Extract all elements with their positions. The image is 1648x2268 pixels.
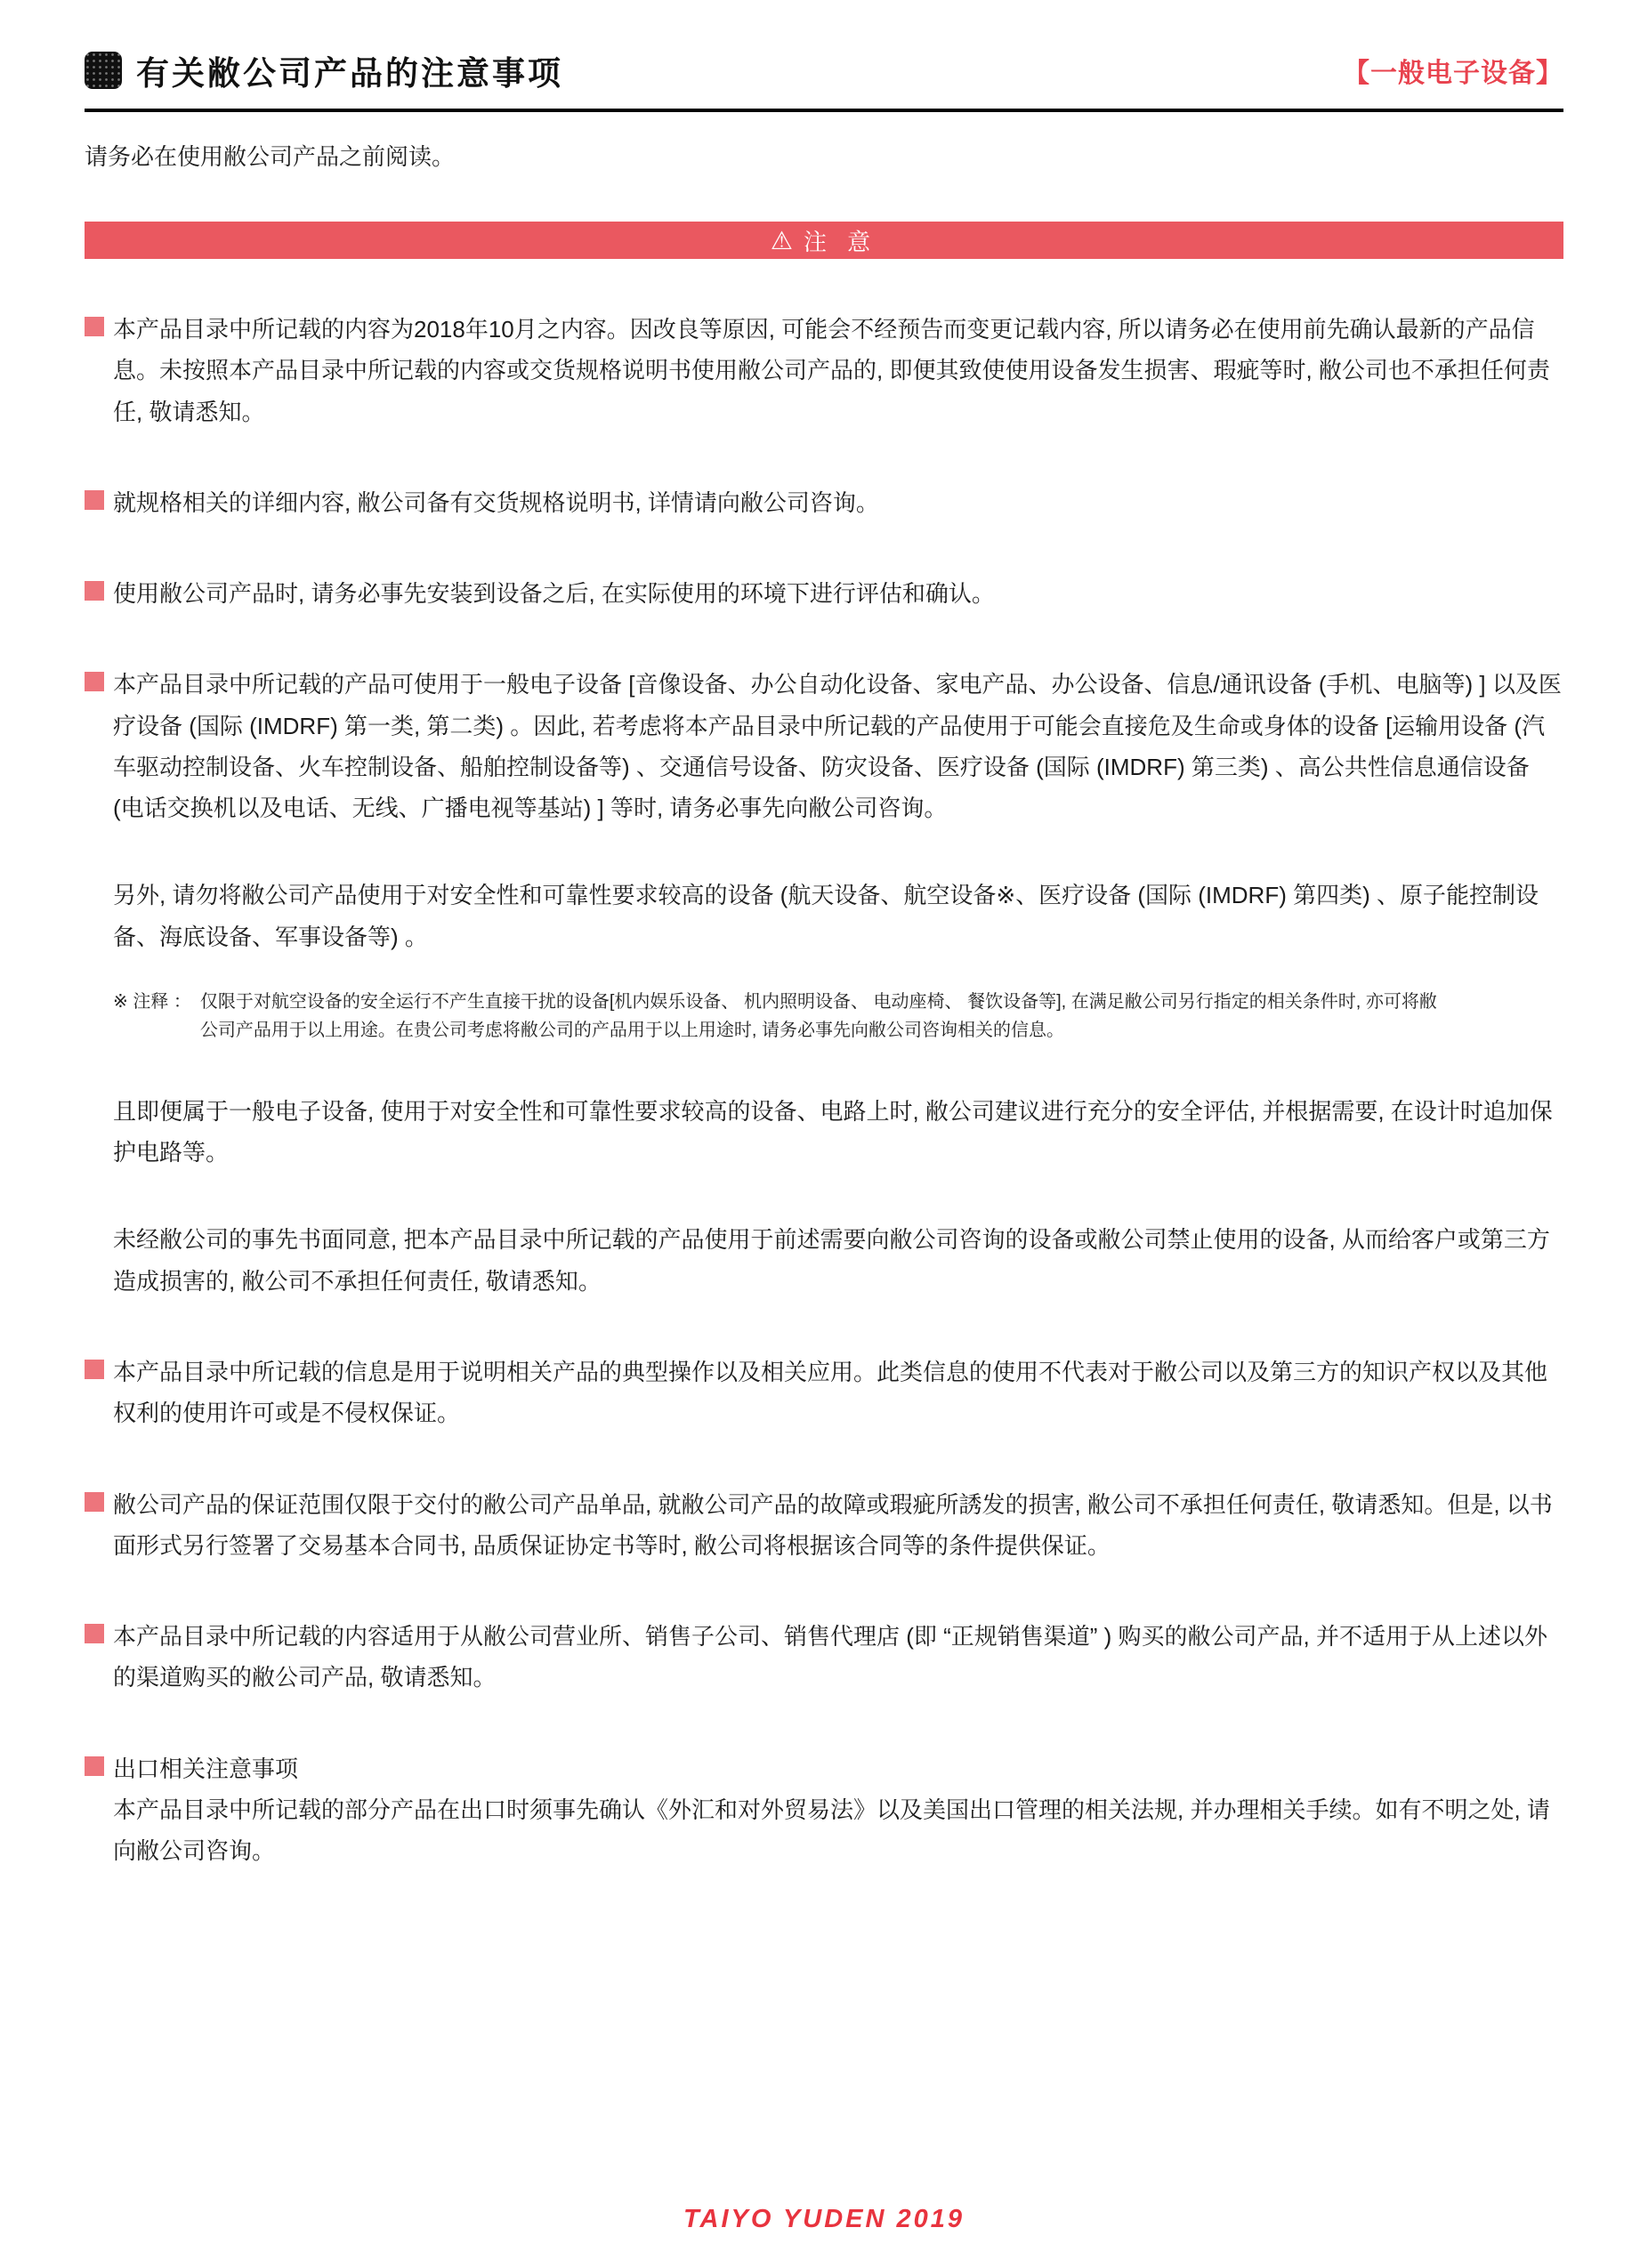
notice-text: 敝公司产品的保证范围仅限于交付的敝公司产品单品, 就敝公司产品的故障或瑕疵所誘发的损害, 敝公司不承担任何责任, 敬请悉知。但是, 以书面形式另行签署了交易基本合同书, 品质保证协定书等时, 敝公司将根据该合同等的条件提供保证。: [113, 1490, 1553, 1559]
notice-text: 本产品目录中所记载的产品可使用于一般电子设备 [音像设备、办公自动化设备、家电产品、办公设备、信息/通讯设备 (手机、电脑等) ] 以及医疗设备 (国际 (IMDRF) 第一类, 第二类) 。因此, 若考虑将本产品目录中所记载的产品使用于可能会直接危及生命或身体的设备 [运输用设备 (汽车驱动控制设备、火车控制设备、船舶控制设备等) 、交通信号设备、防灾设备、医疗设备 (国际 (IMDRF) 第三类) 、高公共性信息通信设备 (电话交换机以及电话、无线、广播电视等基站) ] 等时, 请务必事先向敝公司咨询。: [113, 671, 1562, 822]
bullet-square-icon: [85, 317, 104, 336]
notice-item: [85, 664, 1563, 828]
footnote-label: ※ 注释 ：: [113, 991, 191, 1012]
notice-paragraph: 本产品目录中所记载的部分产品在出口时须事先确认《外汇和对外贸易法》以及美国出口管理的相关法规, 并办理相关手续。如有不明之处, 请向敝公司咨询。: [113, 1796, 1550, 1865]
category-label: 【一般电子设备】: [1343, 59, 1563, 88]
notice-text: 本产品目录中所记载的信息是用于说明相关产品的典型操作以及相关应用。此类信息的使用不代表对于敝公司以及第三方的知识产权以及其他权利的使用许可或是不侵权保证。: [113, 1358, 1548, 1427]
notice-text: 本产品目录中所记载的内容为2018年10月之内容。因改良等原因, 可能会不经预告而变更记载内容, 所以请务必在使用前先确认最新的产品信息。未按照本产品目录中所记载的内容或交货规格说明书使用敝公司产品的, 即便其致使使用设备发生损害、瑕疵等时, 敝公司也不承担任何责任, 敬请悉知。: [113, 316, 1550, 425]
notice-item: [85, 1484, 1563, 1567]
page-header: [85, 46, 1563, 112]
notice-item: [85, 309, 1563, 432]
notice-text: 本产品目录中所记载的内容适用于从敝公司营业所、销售子公司、销售代理店 (即 “正规销售渠道” ) 购买的敝公司产品, 并不适用于从上述以外的渠道购买的敝公司产品, 敬请悉知。: [113, 1623, 1547, 1691]
warning-triangle-icon: ⚠: [770, 225, 793, 255]
notice-item: [85, 573, 1563, 614]
notice-text: 出口相关注意事项: [113, 1755, 299, 1782]
bullet-square-icon: [85, 1360, 104, 1379]
bullet-square-icon: [85, 672, 104, 691]
bullet-square-icon: [85, 1756, 104, 1776]
bullet-square-icon: [85, 581, 104, 601]
notice-text: 就规格相关的详细内容, 敝公司备有交货规格说明书, 详情请向敝公司咨询。: [113, 488, 879, 516]
caution-banner-label: 注 意: [803, 228, 878, 255]
notice-item: [85, 1352, 1563, 1434]
notice-item: [85, 1616, 1563, 1699]
intro-text: 请务必在使用敝公司产品之前阅读。: [85, 143, 456, 170]
notice-paragraph: 未经敝公司的事先书面同意, 把本产品目录中所记载的产品使用于前述需要向敝公司咨询的设备或敝公司禁止使用的设备, 从而给客户或第三方造成损害的, 敝公司不承担任何责任, 敬请悉知。: [113, 1226, 1550, 1295]
caution-banner: [85, 222, 1563, 259]
footnote: [85, 988, 1563, 1045]
notice-item: [85, 482, 1563, 523]
footnote-text: 仅限于对航空设备的安全运行不产生直接干扰的设备[机内娱乐设备、 机内照明设备、 电动座椅、 餐饮设备等], 在满足敝公司另行指定的相关条件时, 亦可将敝公司产品用于以上用途。在贵公司考虑将敝公司的产品用于以上用途时, 请务必事先向敝公司咨询相关的信息。: [199, 991, 1437, 1040]
bullet-square-icon: [85, 1492, 104, 1512]
notice-text: 使用敝公司产品时, 请务必事先安装到设备之后, 在实际使用的环境下进行评估和确认。: [113, 580, 995, 608]
bullet-square-icon: [85, 490, 104, 510]
notice-paragraph: 且即便属于一般电子设备, 使用于对安全性和可靠性要求较高的设备、电路上时, 敝公司建议进行充分的安全评估, 并根据需要, 在设计时追加保护电路等。: [113, 1097, 1553, 1166]
notice-item-export-heading: [85, 1748, 1563, 1789]
page-title: 有关敝公司产品的注意事项: [136, 55, 563, 92]
brand-footer: TAIYO YUDEN 2019: [683, 2205, 965, 2233]
bullet-square-icon: [85, 1624, 104, 1643]
halftone-square-icon: [85, 52, 122, 89]
notice-paragraph: 另外, 请勿将敝公司产品使用于对安全性和可靠性要求较高的设备 (航天设备、航空设备※、医疗设备 (国际 (IMDRF) 第四类) 、原子能控制设备、海底设备、军事设备等) 。: [113, 882, 1539, 950]
